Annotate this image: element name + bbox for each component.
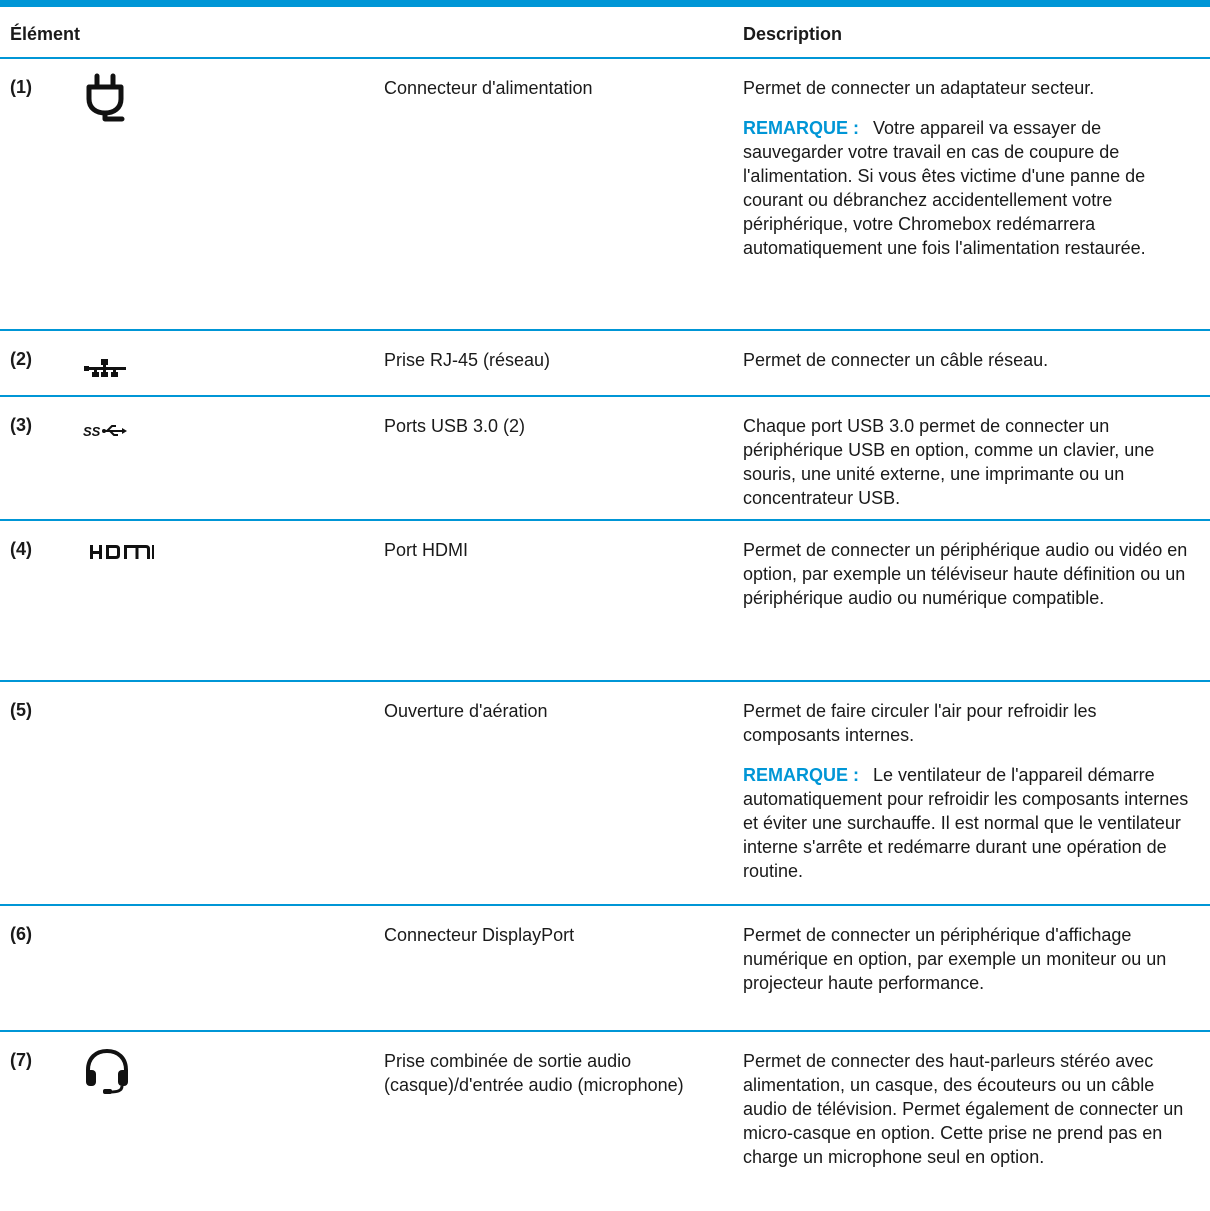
row-number: (4) bbox=[10, 539, 32, 559]
power-plug-icon bbox=[84, 73, 126, 125]
description-text: Permet de connecter un adaptateur secteur. bbox=[743, 78, 1095, 98]
row-description bbox=[743, 1049, 1191, 1169]
header-description: Description bbox=[743, 24, 843, 44]
table-top-rule bbox=[0, 0, 1210, 7]
row-element-name: Connecteur DisplayPort bbox=[384, 925, 575, 945]
table-row bbox=[0, 59, 1210, 331]
note-label: REMARQUE : bbox=[743, 765, 859, 785]
description-text: Chaque port USB 3.0 permet de connecter un périphérique USB en option, comme un clavier, une souris, une unité externe, une imprimante ou un concentrateur USB. bbox=[743, 416, 1155, 508]
header-element: Élément bbox=[10, 24, 81, 44]
svg-text:SS: SS bbox=[83, 424, 101, 439]
row-description bbox=[743, 414, 1191, 510]
note-label: REMARQUE : bbox=[743, 118, 859, 138]
hdmi-icon bbox=[90, 543, 154, 561]
row-number: (5) bbox=[10, 700, 32, 720]
table-row bbox=[0, 397, 1210, 521]
table-row bbox=[0, 1032, 1210, 1211]
description-text: Permet de connecter un câble réseau. bbox=[743, 350, 1049, 370]
description-text: Permet de connecter un périphérique d'affichage numérique en option, par exemple un moniteur ou un projecteur haute performance. bbox=[743, 925, 1167, 993]
row-element-name: Port HDMI bbox=[384, 540, 469, 560]
note-text: Votre appareil va essayer de sauvegarder votre travail en cas de coupure de l'alimentation. Si vous êtes victime d'une panne de courant ou débranchez accidentellement votre périphérique, votre Chromebox redémarrera automatiquement une fois l'alimentation restaurée. bbox=[743, 118, 1146, 258]
description-text: Permet de connecter un périphérique audio ou vidéo en option, par exemple un téléviseur haute définition ou un périphérique audio ou numérique compatible. bbox=[743, 540, 1188, 608]
row-number: (3) bbox=[10, 415, 32, 435]
row-description bbox=[743, 538, 1191, 610]
row-number: (2) bbox=[10, 349, 32, 369]
description-text: Permet de faire circuler l'air pour refroidir les composants internes. bbox=[743, 701, 1097, 745]
row-description bbox=[743, 923, 1191, 995]
table-row bbox=[0, 682, 1210, 906]
table-row bbox=[0, 331, 1210, 397]
usb-superspeed-icon bbox=[83, 423, 127, 439]
headset-icon bbox=[84, 1048, 130, 1094]
row-number: (7) bbox=[10, 1050, 32, 1070]
row-element-name: Ports USB 3.0 (2) bbox=[384, 416, 526, 436]
row-number: (6) bbox=[10, 924, 32, 944]
row-description bbox=[743, 76, 1191, 260]
table-header bbox=[0, 7, 1210, 59]
row-description bbox=[743, 699, 1191, 883]
note bbox=[743, 116, 1191, 260]
row-element-name: Prise combinée de sortie audio (casque)/d'entrée audio (microphone) bbox=[384, 1051, 684, 1095]
table-row bbox=[0, 521, 1210, 682]
row-description bbox=[743, 348, 1191, 372]
row-element-name: Ouverture d'aération bbox=[384, 701, 548, 721]
row-element-name: Connecteur d'alimentation bbox=[384, 78, 593, 98]
note-text: Le ventilateur de l'appareil démarre automatiquement pour refroidir les composants internes et éviter une surchauffe. Il est normal que le ventilateur interne s'arrête et redémarre durant une opération de routine. bbox=[743, 765, 1189, 881]
row-element-name: Prise RJ-45 (réseau) bbox=[384, 350, 551, 370]
network-icon bbox=[84, 359, 126, 377]
note bbox=[743, 763, 1191, 883]
description-text: Permet de connecter des haut-parleurs stéréo avec alimentation, un casque, des écouteurs ou un câble audio de télévision. Permet également de connecter un micro-casque en option. Cette prise ne prend pas en charge un microphone seul en option. bbox=[743, 1051, 1184, 1167]
row-number: (1) bbox=[10, 77, 32, 97]
table-row bbox=[0, 906, 1210, 1032]
